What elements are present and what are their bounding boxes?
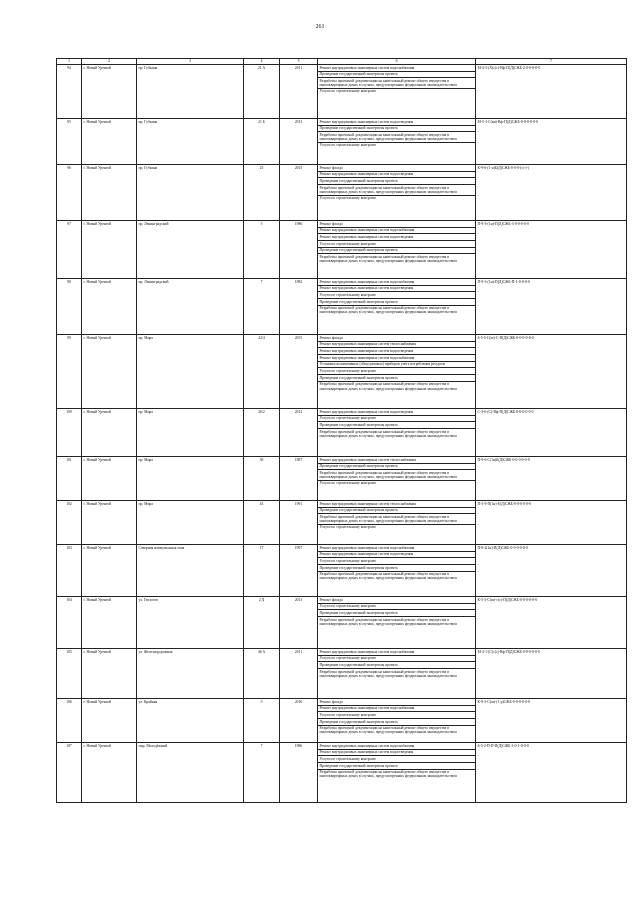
work-item: Проведение государственной экспертизы проекта	[318, 464, 475, 471]
works-cell	[318, 165, 476, 221]
work-item: Ремонт внутридомовых инженерных систем водоотведения	[318, 172, 475, 179]
code-cell: Б-5-2-П-П-П(Д)СЖБ-3-0-1-0-0-0	[476, 743, 627, 803]
street-cell: пр. Мира	[137, 409, 244, 457]
table-row	[57, 279, 627, 335]
table-row	[57, 501, 627, 545]
year-cell: 2013	[280, 119, 318, 165]
row-number: 107	[57, 743, 82, 803]
year-cell: 2015	[280, 335, 318, 409]
work-item: Ремонт фасада	[318, 221, 475, 228]
row-number: 101	[57, 457, 82, 501]
street-cell: пр. Мира	[137, 335, 244, 409]
row-number: 105	[57, 649, 82, 699]
house-cell: 5	[244, 699, 280, 743]
work-item: Разработка проектной документации на капитальный ремонт общего имущества в многоквартирных домах в случаях, предусмотренных федеральным законодательством	[319, 726, 457, 735]
city-cell: г. Новый Уренгой	[82, 65, 137, 119]
work-item: Ремонт внутридомовых инженерных систем водоснабжения	[318, 65, 475, 72]
work-item: Ремонт внутридомовых инженерных систем теплоснабжения	[318, 457, 475, 464]
works-cell	[318, 597, 476, 649]
work-item: Разработка проектной документации на капитальный ремонт общего имущества в многоквартирных домах в случаях, предусмотренных федеральным законодательством	[319, 306, 457, 315]
house-cell: 17	[244, 545, 280, 597]
works-cell	[318, 743, 476, 803]
house-cell: 7	[244, 279, 280, 335]
work-item: Проведение государственной экспертизы проекта	[318, 763, 475, 770]
code-cell: С-3-6-(С)-Вф-П(Д)СЖБ-0-0-0-0-0-0	[476, 409, 627, 457]
code-cell: М-4-1-(С)с(с)-Вф-П(Д)СЖБ-0-0-0-0-0-0	[476, 649, 627, 699]
work-item: Услуги по строительному контролю	[318, 416, 475, 423]
work-item: Установка коллективных (общедомовых) приборов учёта потребления ресурсов	[318, 362, 475, 369]
page-number: 261	[315, 24, 325, 30]
work-item: Проведение государственной экспертизы проекта	[318, 72, 475, 79]
work-item: Разработка проектной документации на капитальный ремонт общего имущества в многоквартирных домах в случаях, предусмотренных федеральным законодательством	[319, 572, 457, 581]
row-number: 96	[57, 165, 82, 221]
column-number: 7	[476, 59, 627, 65]
work-item: Услуги по строительному контролю	[318, 368, 475, 375]
house-cell: 46 А	[244, 649, 280, 699]
house-cell: 38	[244, 457, 280, 501]
work-item: Ремонт внутридомовых инженерных систем теплоснабжения	[318, 342, 475, 349]
work-item: Услуги по строительному контролю	[318, 712, 475, 719]
work-item: Ремонт внутридомовых инженерных систем водоснабжения	[318, 279, 475, 286]
code-cell: П-9-2(1н)-П(Д)СЖБ-0-0-0-0-0-0	[476, 545, 627, 597]
table-row	[57, 545, 627, 597]
work-item: Проведение государственной экспертизы проекта	[318, 719, 475, 726]
year-cell: 1991	[280, 501, 318, 545]
house-cell: 26/2	[244, 409, 280, 457]
work-item: Услуги по строительному контролю	[318, 292, 475, 299]
work-item: Услуги по строительному контролю	[318, 558, 475, 565]
house-cell: 21 А	[244, 65, 280, 119]
column-number: 2	[82, 59, 137, 65]
year-cell: 2016	[280, 699, 318, 743]
row-number: 99	[57, 335, 82, 409]
work-item: Ремонт внутридомовых инженерных систем водоснабжения	[318, 649, 475, 656]
works-cell	[318, 119, 476, 165]
work-item: Ремонт внутридомовых инженерных систем водоотведения	[318, 552, 475, 559]
work-item: Разработка проектной документации на капитальный ремонт общего имущества в многоквартирных домах в случаях, предусмотренных федеральным законодательством	[319, 617, 457, 626]
code-cell: К-9-6-(1-н)Б(Д)СЖБ-0-0-0-(с)-(-)	[476, 165, 627, 221]
work-item: Ремонт фасада	[318, 165, 475, 172]
work-item: Услуги по строительному контролю	[318, 604, 475, 611]
city-cell: г. Новый Уренгой	[82, 649, 137, 699]
street-cell: ул. Железнодорожная	[137, 649, 244, 699]
column-number: 3	[137, 59, 244, 65]
work-item: Ремонт фасада	[318, 597, 475, 604]
work-item: Проведение государственной экспертизы проекта	[318, 422, 475, 429]
work-item: Ремонт внутридомовых инженерных систем водоотведения	[318, 750, 475, 757]
code-cell: М-4-3-(Х)с(с)-Вф-П(Д)СЖБ-2-0-0-0-0-0	[476, 65, 627, 119]
work-item: Ремонт фасада	[318, 699, 475, 706]
work-item: Услуги по строительному контролю	[319, 196, 377, 201]
year-cell: 1987	[280, 457, 318, 501]
year-cell: 2012	[280, 409, 318, 457]
street-cell: ул. Геологов	[137, 597, 244, 649]
table-row	[57, 457, 627, 501]
row-number: 102	[57, 501, 82, 545]
house-cell: 5	[244, 221, 280, 279]
house-cell: 2 Д	[244, 597, 280, 649]
row-number: 95	[57, 119, 82, 165]
street-cell: Северная коммунальная зона	[137, 545, 244, 597]
city-cell: г. Новый Уренгой	[82, 335, 137, 409]
work-item: Разработка проектной документации на капитальный ремонт общего имущества в многоквартирных домах в случаях, предусмотренных федеральным законодательством	[318, 78, 475, 88]
house-cell: 22/4	[244, 335, 280, 409]
row-number: 97	[57, 221, 82, 279]
work-item: Ремонт внутридомовых инженерных систем водоотведения	[318, 348, 475, 355]
work-item: Ремонт фасада	[318, 335, 475, 342]
column-number: 5	[280, 59, 318, 65]
work-item: Проведение государственной экспертизы проекта	[318, 375, 475, 382]
street-cell: пр. Мира	[137, 501, 244, 545]
table-row	[57, 119, 627, 165]
work-item: Ремонт внутридомовых инженерных систем водоснабжения	[318, 228, 475, 235]
year-cell: 1986	[280, 743, 318, 803]
house-cell: 21 Б	[244, 119, 280, 165]
work-item: Услуги по строительному контролю	[318, 756, 475, 763]
city-cell: г. Новый Уренгой	[82, 743, 137, 803]
city-cell: г. Новый Уренгой	[82, 165, 137, 221]
code-cell: П-9-3-(1н)-П(Д)СЖБ-П-1-0-0-0-0	[476, 279, 627, 335]
work-item: Ремонт внутридомовых инженерных систем водоотведения	[318, 119, 475, 126]
works-cell	[318, 699, 476, 743]
code-cell: П-9-3-(1н)-П(Д)СЖБ-3-0-0-0-0-0	[476, 221, 627, 279]
year-cell: 2011	[280, 65, 318, 119]
city-cell: г. Новый Уренгой	[82, 409, 137, 457]
code-cell: К-5-3-С(ш)-с(с)-П(Д)СЖБ-0-0-0-0-0-0	[476, 597, 627, 649]
street-cell: ул. Крайняя	[137, 699, 244, 743]
work-item: Разработка проектной документации на капитальный ремонт общего имущества в многоквартирных домах в случаях, предусмотренных федеральным законодательством	[318, 514, 475, 524]
year-cell: 2011	[280, 649, 318, 699]
table-row	[57, 165, 627, 221]
works-cell	[318, 649, 476, 699]
city-cell: г. Новый Уренгой	[82, 501, 137, 545]
work-item: Услуги по строительному контролю	[319, 481, 377, 486]
table-row	[57, 699, 627, 743]
work-item: Проведение государственной экспертизы проекта	[318, 248, 475, 255]
work-item: Разработка проектной документации на капитальный ремонт общего имущества в многоквартирных домах в случаях, предусмотренных федеральным законодательством	[318, 185, 475, 195]
row-number: 103	[57, 545, 82, 597]
table-row	[57, 409, 627, 457]
work-item: Разработка проектной документации на капитальный ремонт общего имущества в многоквартирных домах в случаях, предусмотренных федеральным законодательством	[319, 255, 457, 264]
city-cell: г. Новый Уренгой	[82, 221, 137, 279]
table-row	[57, 649, 627, 699]
work-item: Ремонт внутридомовых инженерных систем водоотведения	[318, 234, 475, 241]
work-item: Разработка проектной документации на капитальный ремонт общего имущества в многоквартирных домах в случаях, предусмотренных федеральным законодательством	[319, 429, 457, 438]
works-cell	[318, 457, 476, 501]
city-cell: г. Новый Уренгой	[82, 457, 137, 501]
work-item: Проведение государственной экспертизы проекта	[318, 126, 475, 133]
row-number: 106	[57, 699, 82, 743]
code-cell: П-5-9-П(1н)-Е(Д)СЖБ-0-0-0-0-0-0	[476, 501, 627, 545]
house-cell: 7	[244, 743, 280, 803]
street-cell: пр. Губкина	[137, 119, 244, 165]
work-item: Услуги по строительному контролю	[319, 525, 377, 530]
table-body	[57, 65, 627, 803]
table-row	[57, 597, 627, 649]
works-cell	[318, 545, 476, 597]
work-item: Проведение государственной экспертизы проекта	[318, 565, 475, 572]
work-item: Ремонт внутридомовых инженерных систем водоснабжения	[318, 743, 475, 750]
work-item: Услуги по строительному контролю	[318, 241, 475, 248]
column-number: 1	[57, 59, 82, 65]
work-item: Проведение государственной экспертизы проекта	[318, 662, 475, 669]
street-cell: пр. Мира	[137, 457, 244, 501]
work-item: Разработка проектной документации на капитальный ремонт общего имущества в многоквартирных домах в случаях, предусмотренных федеральным законодательством	[319, 770, 457, 779]
column-number: 6	[318, 59, 476, 65]
repair-register-table	[56, 58, 627, 803]
works-cell	[318, 501, 476, 545]
work-item: Ремонт внутридомовых инженерных систем водоснабжения	[318, 545, 475, 552]
year-cell: 2015	[280, 165, 318, 221]
work-item: Ремонт внутридомовых инженерных систем водоснабжения	[318, 706, 475, 713]
work-item: Проведение государственной экспертизы проекта	[318, 610, 475, 617]
year-cell: 1986	[280, 221, 318, 279]
table-row	[57, 743, 627, 803]
work-item: Ремонт внутридомовых инженерных систем водоснабжения	[318, 355, 475, 362]
city-cell: г. Новый Уренгой	[82, 597, 137, 649]
work-item: Разработка проектной документации на капитальный ремонт общего имущества в многоквартирных домах в случаях, предусмотренных федеральным законодательством	[319, 382, 457, 391]
year-cell: 1997	[280, 545, 318, 597]
code-cell: М-5-3-С(вн)-Вф-П(Д)СЖБ-0-0-0-0-0-0	[476, 119, 627, 165]
city-cell: г. Новый Уренгой	[82, 699, 137, 743]
table-row	[57, 221, 627, 279]
work-item: Ремонт внутридомовых инженерных систем водоотведения	[318, 286, 475, 293]
work-item: Ремонт внутридомовых инженерных систем теплоснабжения	[318, 501, 475, 508]
works-cell	[318, 279, 476, 335]
street-cell: пр. Ленинградский	[137, 279, 244, 335]
works-cell	[318, 221, 476, 279]
works-cell	[318, 335, 476, 409]
street-cell: пр. Губкина	[137, 165, 244, 221]
street-cell: мкр. Молодёжный	[137, 743, 244, 803]
work-item: Проведение государственной экспертизы проекта	[318, 178, 475, 185]
work-item: Разработка проектной документации на капитальный ремонт общего имущества в многоквартирных домах в случаях, предусмотренных федеральным законодательством	[318, 470, 475, 480]
row-number: 104	[57, 597, 82, 649]
code-cell: Б-5-5-С(ш)-С-П(Д)СЖБ-0-0-0-0-0-0	[476, 335, 627, 409]
work-item: Услуги по строительному контролю	[319, 89, 377, 94]
table-row	[57, 335, 627, 409]
row-number: 94	[57, 65, 82, 119]
code-cell: К-9-3-С(ш)-(1-р)СЖБ-0-0-0-0-0-0	[476, 699, 627, 743]
column-number: 4	[244, 59, 280, 65]
work-item: Услуги по строительному контролю	[319, 143, 377, 148]
row-number: 98	[57, 279, 82, 335]
works-cell	[318, 65, 476, 119]
street-cell: пр. Губкина	[137, 65, 244, 119]
house-cell: 43	[244, 501, 280, 545]
work-item: Проведение государственной экспертизы проекта	[318, 508, 475, 515]
works-cell	[318, 409, 476, 457]
work-item: Услуги по строительному контролю	[318, 656, 475, 663]
table-row	[57, 65, 627, 119]
work-item: Разработка проектной документации на капитальный ремонт общего имущества в многоквартирных домах в случаях, предусмотренных федеральным законодательством	[318, 132, 475, 142]
work-item: Ремонт внутридомовых инженерных систем водоотведения	[318, 409, 475, 416]
work-item: Проведение государственной экспертизы проекта	[318, 299, 475, 306]
row-number: 100	[57, 409, 82, 457]
year-cell: 1982	[280, 279, 318, 335]
city-cell: г. Новый Уренгой	[82, 279, 137, 335]
city-cell: г. Новый Уренгой	[82, 545, 137, 597]
city-cell: г. Новый Уренгой	[82, 119, 137, 165]
house-cell: 25	[244, 165, 280, 221]
street-cell: пр. Ленинградский	[137, 221, 244, 279]
work-item: Разработка проектной документации на капитальный ремонт общего имущества в многоквартирных домах в случаях, предусмотренных федеральным законодательством	[319, 669, 457, 678]
code-cell: П-9-6-С(1н)Б(Д)СЖБ-0-0-0-0-0-0	[476, 457, 627, 501]
year-cell: 2013	[280, 597, 318, 649]
